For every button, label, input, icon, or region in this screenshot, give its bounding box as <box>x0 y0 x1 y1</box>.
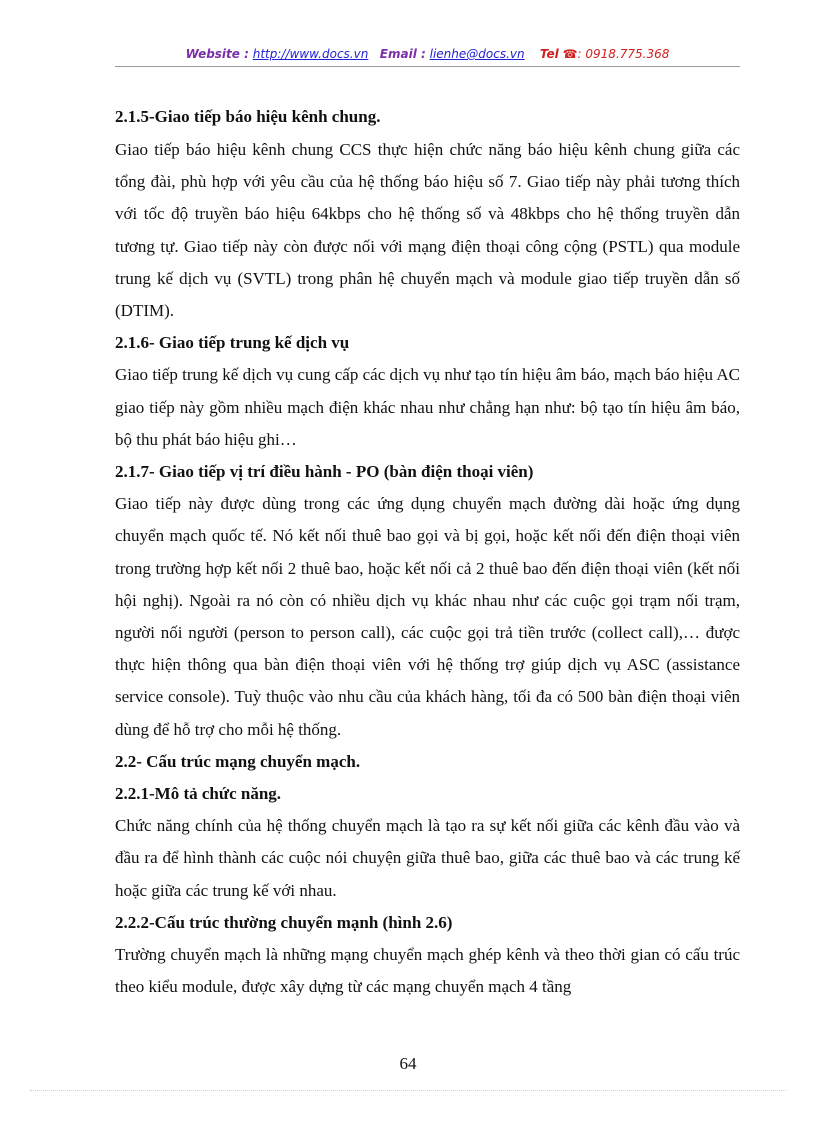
section-paragraph: Trường chuyển mạch là những mạng chuyển mạch ghép kênh và theo thời gian có cấu trúc theo kiểu module, được xây dựng từ các mạng chuyển mạch 4 tầng <box>115 945 740 997</box>
section-heading: 2.2.2-Cấu trúc thường chuyển mạnh (hình 2.6) <box>115 912 453 932</box>
email-link[interactable]: lienhe@docs.vn <box>429 47 525 61</box>
section-paragraph: Giao tiếp báo hiệu kênh chung CCS thực hiện chức năng báo hiệu kênh chung giữa các tổng đài, phù hợp với yêu cầu của hệ thống báo hiệu số 7. Giao tiếp này phải tương thích với tốc độ truyền báo hiệu 64kbps cho hệ thống số và 48kbps cho hệ thống truyền dẫn tương tự. Giao tiếp này còn được nối với mạng điện thoại công cộng (PSTL) qua module trung kế dịch vụ (SVTL) trong phân hệ chuyển mạch và module giao tiếp truyền dẫn số (DTIM). <box>115 140 740 321</box>
section-heading: 2.2.1-Mô tả chức năng. <box>115 784 282 804</box>
section-heading: 2.1.7- Giao tiếp vị trí điều hành - PO (bàn điện thoại viên) <box>115 462 534 482</box>
page-header <box>115 47 740 67</box>
section-heading: 2.1.5-Giao tiếp báo hiệu kênh chung. <box>115 107 381 126</box>
section-paragraph: Chức năng chính của hệ thống chuyển mạch là tạo ra sự kết nối giữa các kênh đầu vào và đầu ra để hình thành các cuộc nói chuyện giữa thuê bao, giữa các thuê bao và các trung kế hoặc giữa các trung kế với nhau. <box>115 816 740 900</box>
phone-icon: ☎ <box>562 47 578 61</box>
header-divider <box>115 66 740 67</box>
website-label: Website : <box>185 47 249 61</box>
tel-label: Tel <box>539 47 559 61</box>
document-body <box>115 100 740 1003</box>
section-heading: 2.2- Cấu trúc mạng chuyển mạch. <box>115 751 361 771</box>
website-link[interactable]: http://www.docs.vn <box>252 47 369 61</box>
email-label: Email : <box>379 47 426 61</box>
tel-number: : 0918.775.368 <box>577 47 670 61</box>
section-heading: 2.1.6- Giao tiếp trung kế dịch vụ <box>115 333 350 353</box>
footer-divider <box>30 1090 786 1091</box>
section-paragraph: Giao tiếp trung kế dịch vụ cung cấp các dịch vụ như tạo tín hiệu âm báo, mạch báo hiệu AC giao tiếp này gồm nhiều mạch điện khác nhau như chẳng hạn như: bộ tạo tín hiệu âm báo, bộ thu phát báo hiệu ghi… <box>115 365 740 449</box>
section-paragraph: Giao tiếp này được dùng trong các ứng dụng chuyển mạch đường dài hoặc ứng dụng chuyển mạch quốc tế. Nó kết nối thuê bao gọi và bị gọi, hoặc kết nối đến điện thoại viên trong trường hợp kết nối 2 thuê bao, hoặc kết nối cả 2 thuê bao đến điện thoại viên (kết nối hội nghị). Ngoài ra nó còn có nhiều dịch vụ khác nhau như các cuộc gọi trạm nối trạm, người nối người (person to person call), các cuộc gọi trả tiền trước (collect call),… được thực hiện thông qua bàn điện thoại viên với hệ thống trợ giúp dịch vụ ASC (assistance service console). Tuỳ thuộc vào nhu cầu của khách hàng, tối đa có 500 bàn điện thoại viên dùng để hỗ trợ cho mỗi hệ thống. <box>115 494 740 739</box>
page-number: 64 <box>399 1054 417 1073</box>
